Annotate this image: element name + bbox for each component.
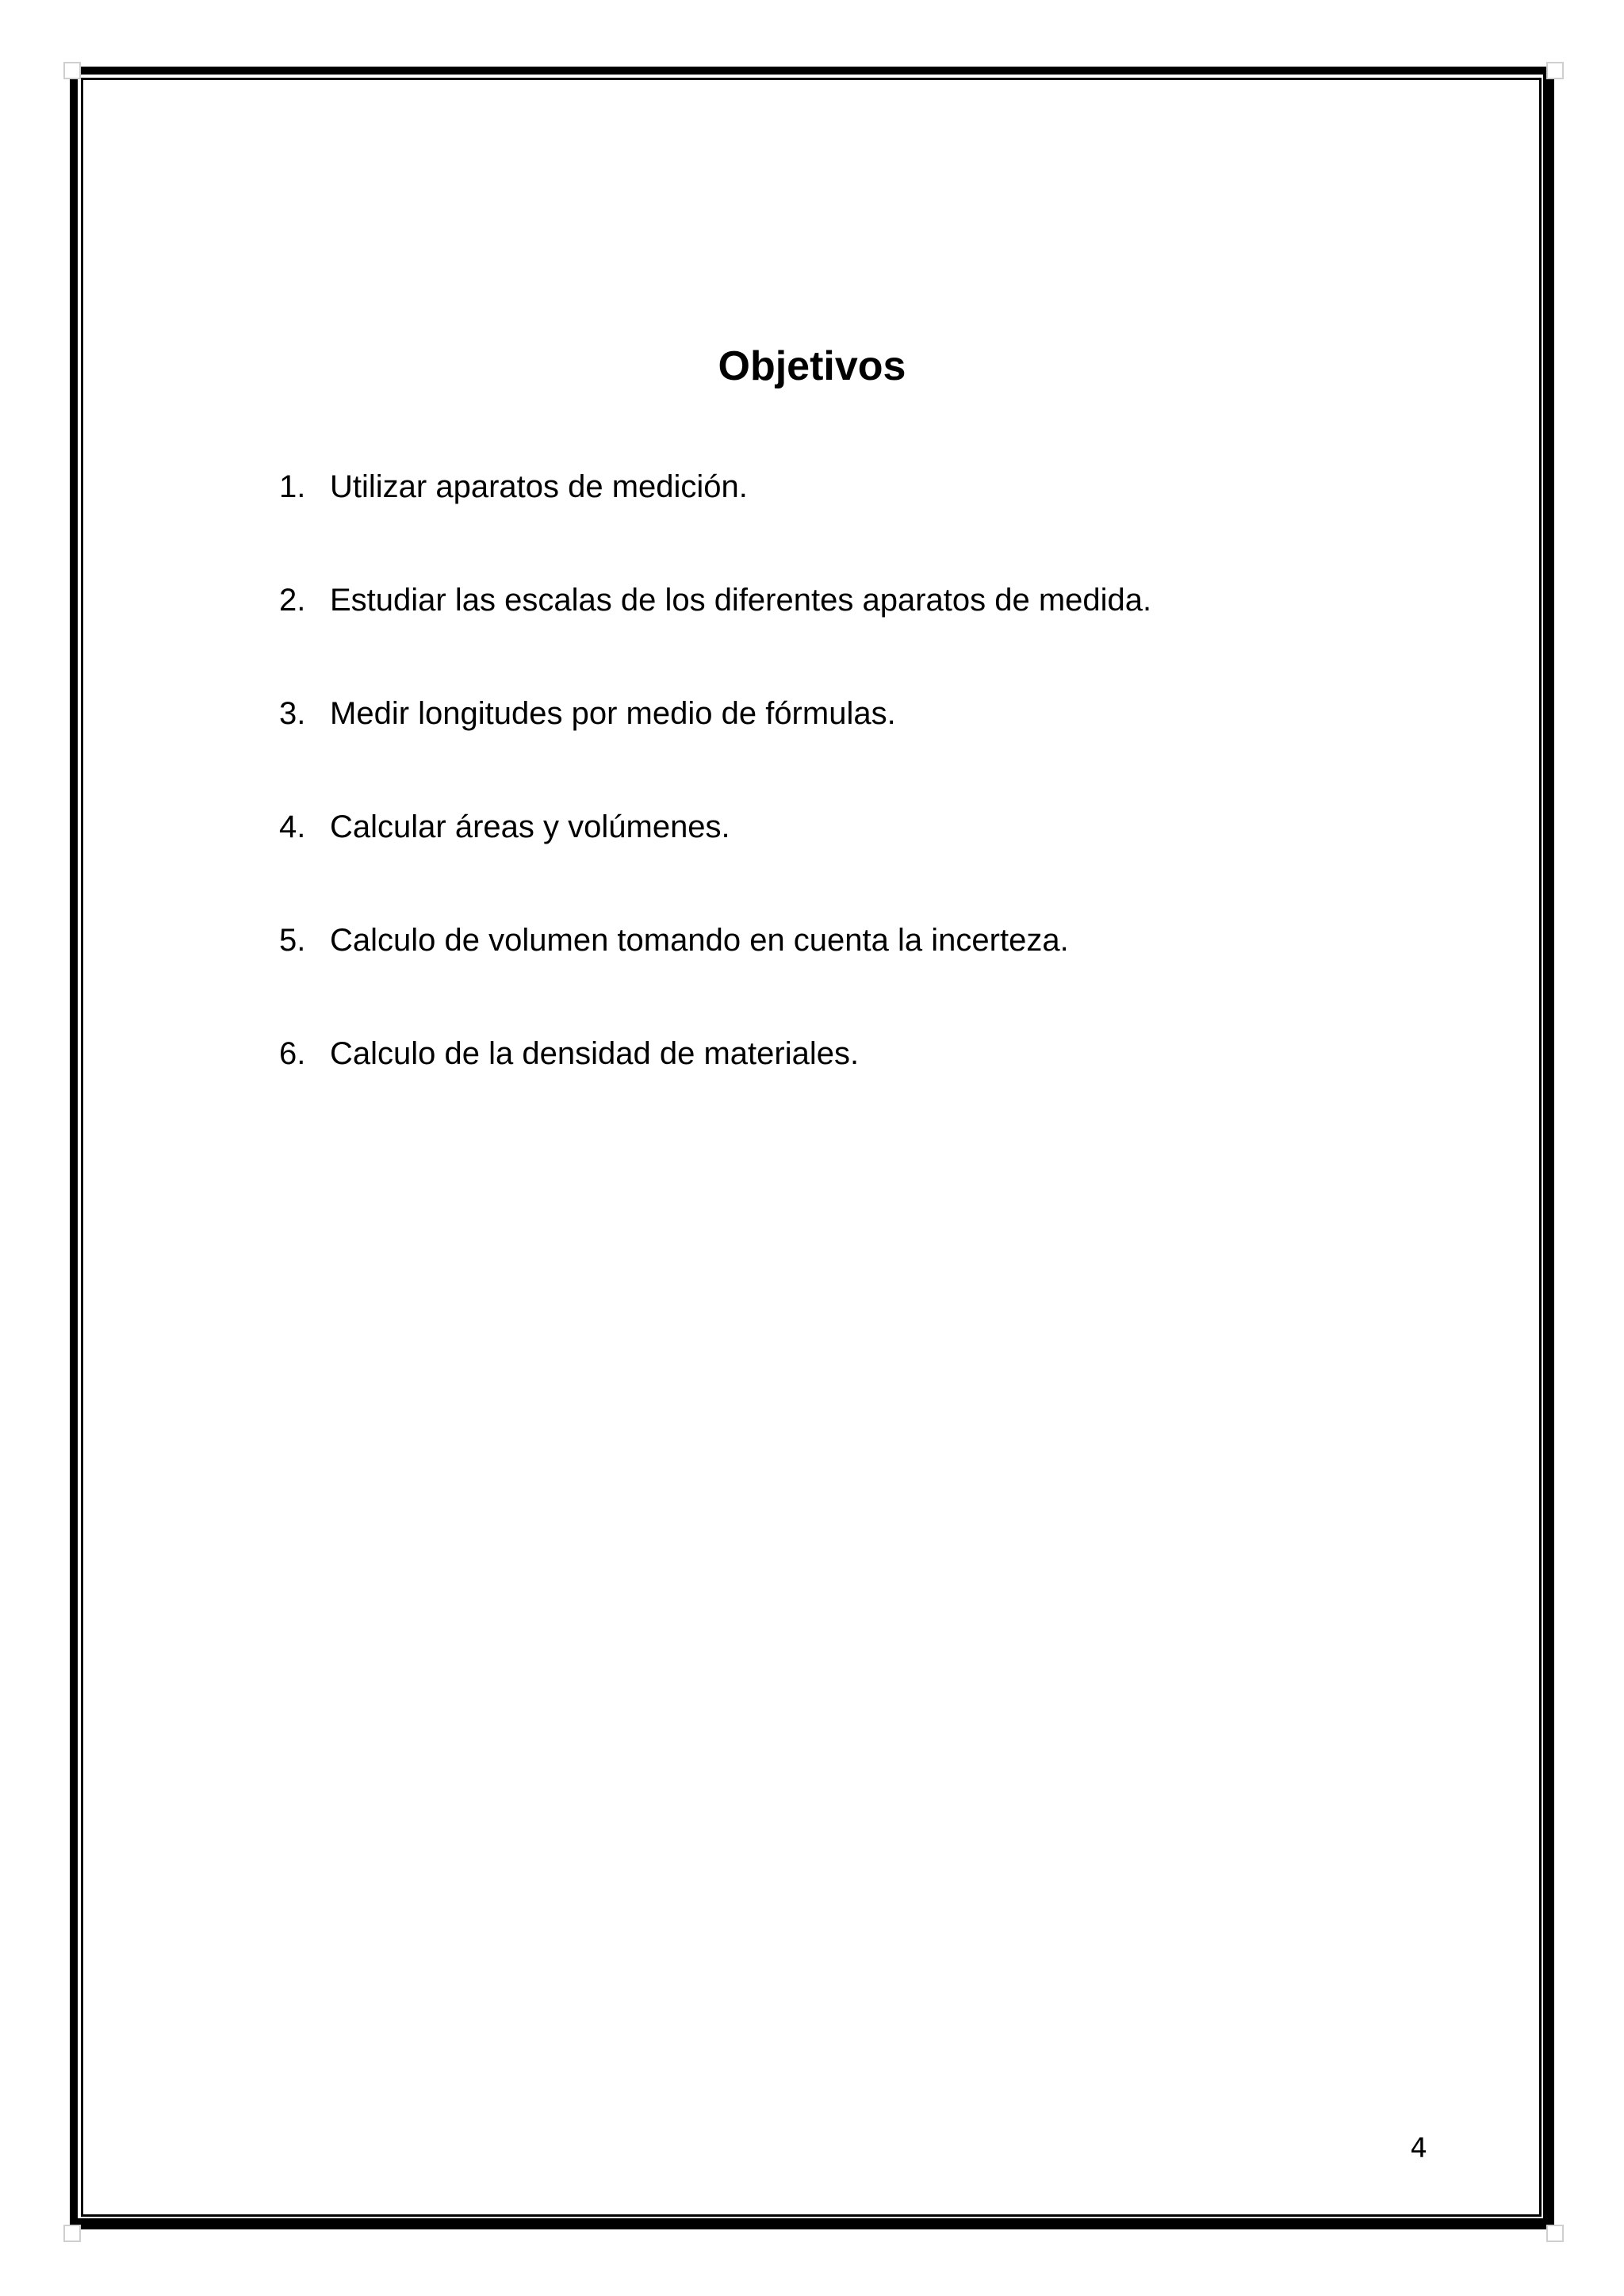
list-item [279, 693, 1469, 806]
list-item [279, 580, 1469, 693]
list-item-number: 1. [279, 469, 306, 504]
list-item [279, 920, 1469, 1033]
list-item-number: 6. [279, 1036, 306, 1071]
list-item [279, 1033, 1469, 1146]
list-item-number: 4. [279, 809, 306, 844]
border-corner-ornament [1546, 62, 1564, 79]
list-item-text: Calculo de la densidad de materiales. [330, 1036, 860, 1071]
list-item-text: Utilizar aparatos de medición. [330, 469, 748, 504]
list-item-number: 3. [279, 696, 306, 731]
list-item-text: Medir longitudes por medio de fórmulas. [330, 696, 896, 731]
objectives-list [279, 466, 1469, 1146]
page-title: Objetivos [718, 342, 906, 389]
list-item [279, 806, 1469, 920]
list-item-text: Calculo de volumen tomando en cuenta la incerteza. [330, 923, 1069, 958]
page-number: 4 [1410, 2133, 1427, 2164]
list-item-number: 5. [279, 923, 306, 958]
list-item-text: Estudiar las escalas de los diferentes aparatos de medida. [330, 583, 1152, 618]
page-border-inner [81, 78, 1542, 2217]
border-corner-ornament [1546, 2225, 1564, 2242]
border-corner-ornament [63, 62, 81, 79]
list-item-number: 2. [279, 583, 306, 618]
border-corner-ornament [63, 2225, 81, 2242]
list-item-text: Calcular áreas y volúmenes. [330, 809, 730, 844]
list-item [279, 466, 1469, 580]
